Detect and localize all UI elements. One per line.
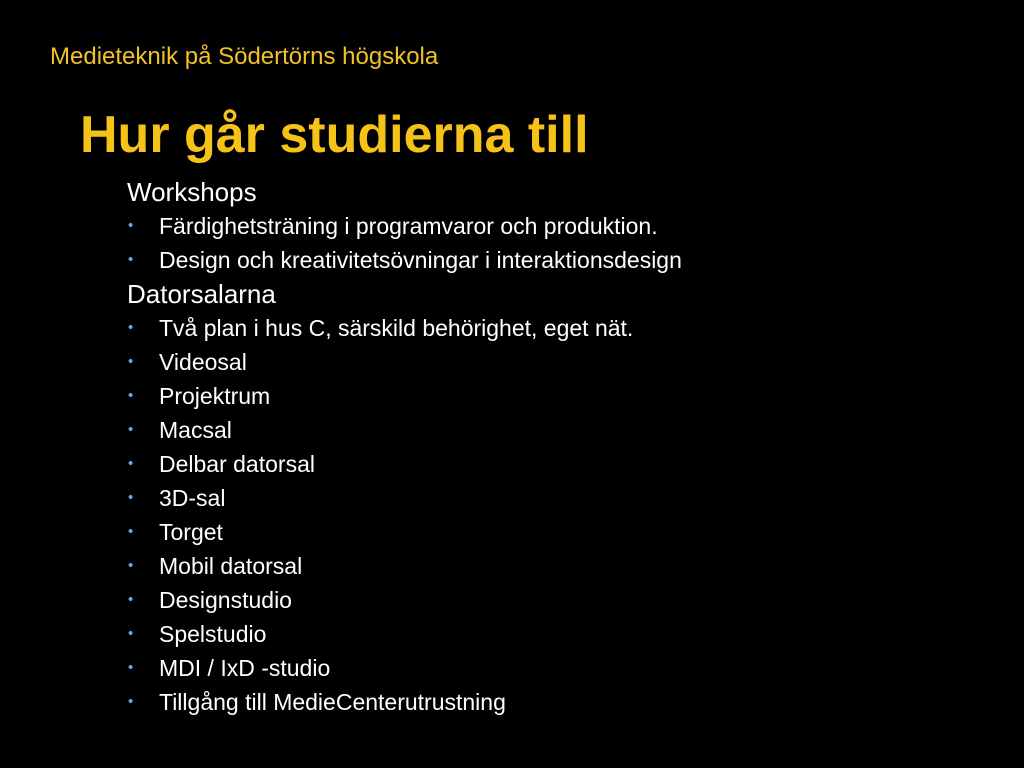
list-item-text: Designstudio: [159, 587, 292, 613]
bullet-dot-icon: •: [128, 421, 134, 438]
section-heading-workshops: Workshops: [127, 177, 257, 207]
list-item-text: Färdighetsträning i programvaror och produktion.: [159, 213, 658, 239]
list-item: [127, 651, 987, 685]
bullet-dot-icon: •: [128, 557, 134, 574]
list-item: [127, 481, 987, 515]
workshops-list: [127, 209, 987, 277]
list-item-text: Två plan i hus C, särskild behörighet, eget nät.: [159, 315, 634, 341]
bullet-dot-icon: •: [128, 455, 134, 472]
bullet-dot-icon: •: [128, 693, 134, 710]
list-item-text: 3D-sal: [159, 485, 226, 511]
bullet-dot-icon: •: [128, 319, 134, 336]
slide-content: [127, 175, 987, 719]
list-item: [127, 685, 987, 719]
list-item-text: Macsal: [159, 417, 232, 443]
list-item: [127, 617, 987, 651]
list-item-text: Tillgång till MedieCenterutrustning: [159, 689, 506, 715]
list-item: [127, 549, 987, 583]
list-item-text: Delbar datorsal: [159, 451, 315, 477]
bullet-dot-icon: •: [128, 523, 134, 540]
list-item-text: MDI / IxD -studio: [159, 655, 331, 681]
list-item: [127, 311, 987, 345]
bullet-dot-icon: •: [128, 591, 134, 608]
organization-title: Medieteknik på Södertörns högskola: [50, 43, 439, 70]
datorsalarna-list: [127, 311, 987, 719]
list-item-text: Projektrum: [159, 383, 271, 409]
list-item-text: Design och kreativitetsövningar i interaktionsdesign: [159, 247, 682, 273]
list-item: [127, 243, 987, 277]
bullet-dot-icon: •: [128, 353, 134, 370]
list-item-text: Spelstudio: [159, 621, 267, 647]
list-item: [127, 515, 987, 549]
list-item-text: Torget: [159, 519, 223, 545]
list-item-text: Videosal: [159, 349, 247, 375]
slide-title: Hur går studierna till: [80, 106, 589, 164]
list-item: [127, 379, 987, 413]
list-item: [127, 209, 987, 243]
bullet-dot-icon: •: [128, 659, 134, 676]
bullet-dot-icon: •: [128, 251, 134, 268]
list-item: [127, 345, 987, 379]
bullet-dot-icon: •: [128, 217, 134, 234]
bullet-dot-icon: •: [128, 387, 134, 404]
list-item: [127, 447, 987, 481]
list-item: [127, 413, 987, 447]
section-heading-datorsalarna: Datorsalarna: [127, 279, 276, 309]
list-item: [127, 583, 987, 617]
bullet-dot-icon: •: [128, 625, 134, 642]
bullet-dot-icon: •: [128, 489, 134, 506]
list-item-text: Mobil datorsal: [159, 553, 303, 579]
